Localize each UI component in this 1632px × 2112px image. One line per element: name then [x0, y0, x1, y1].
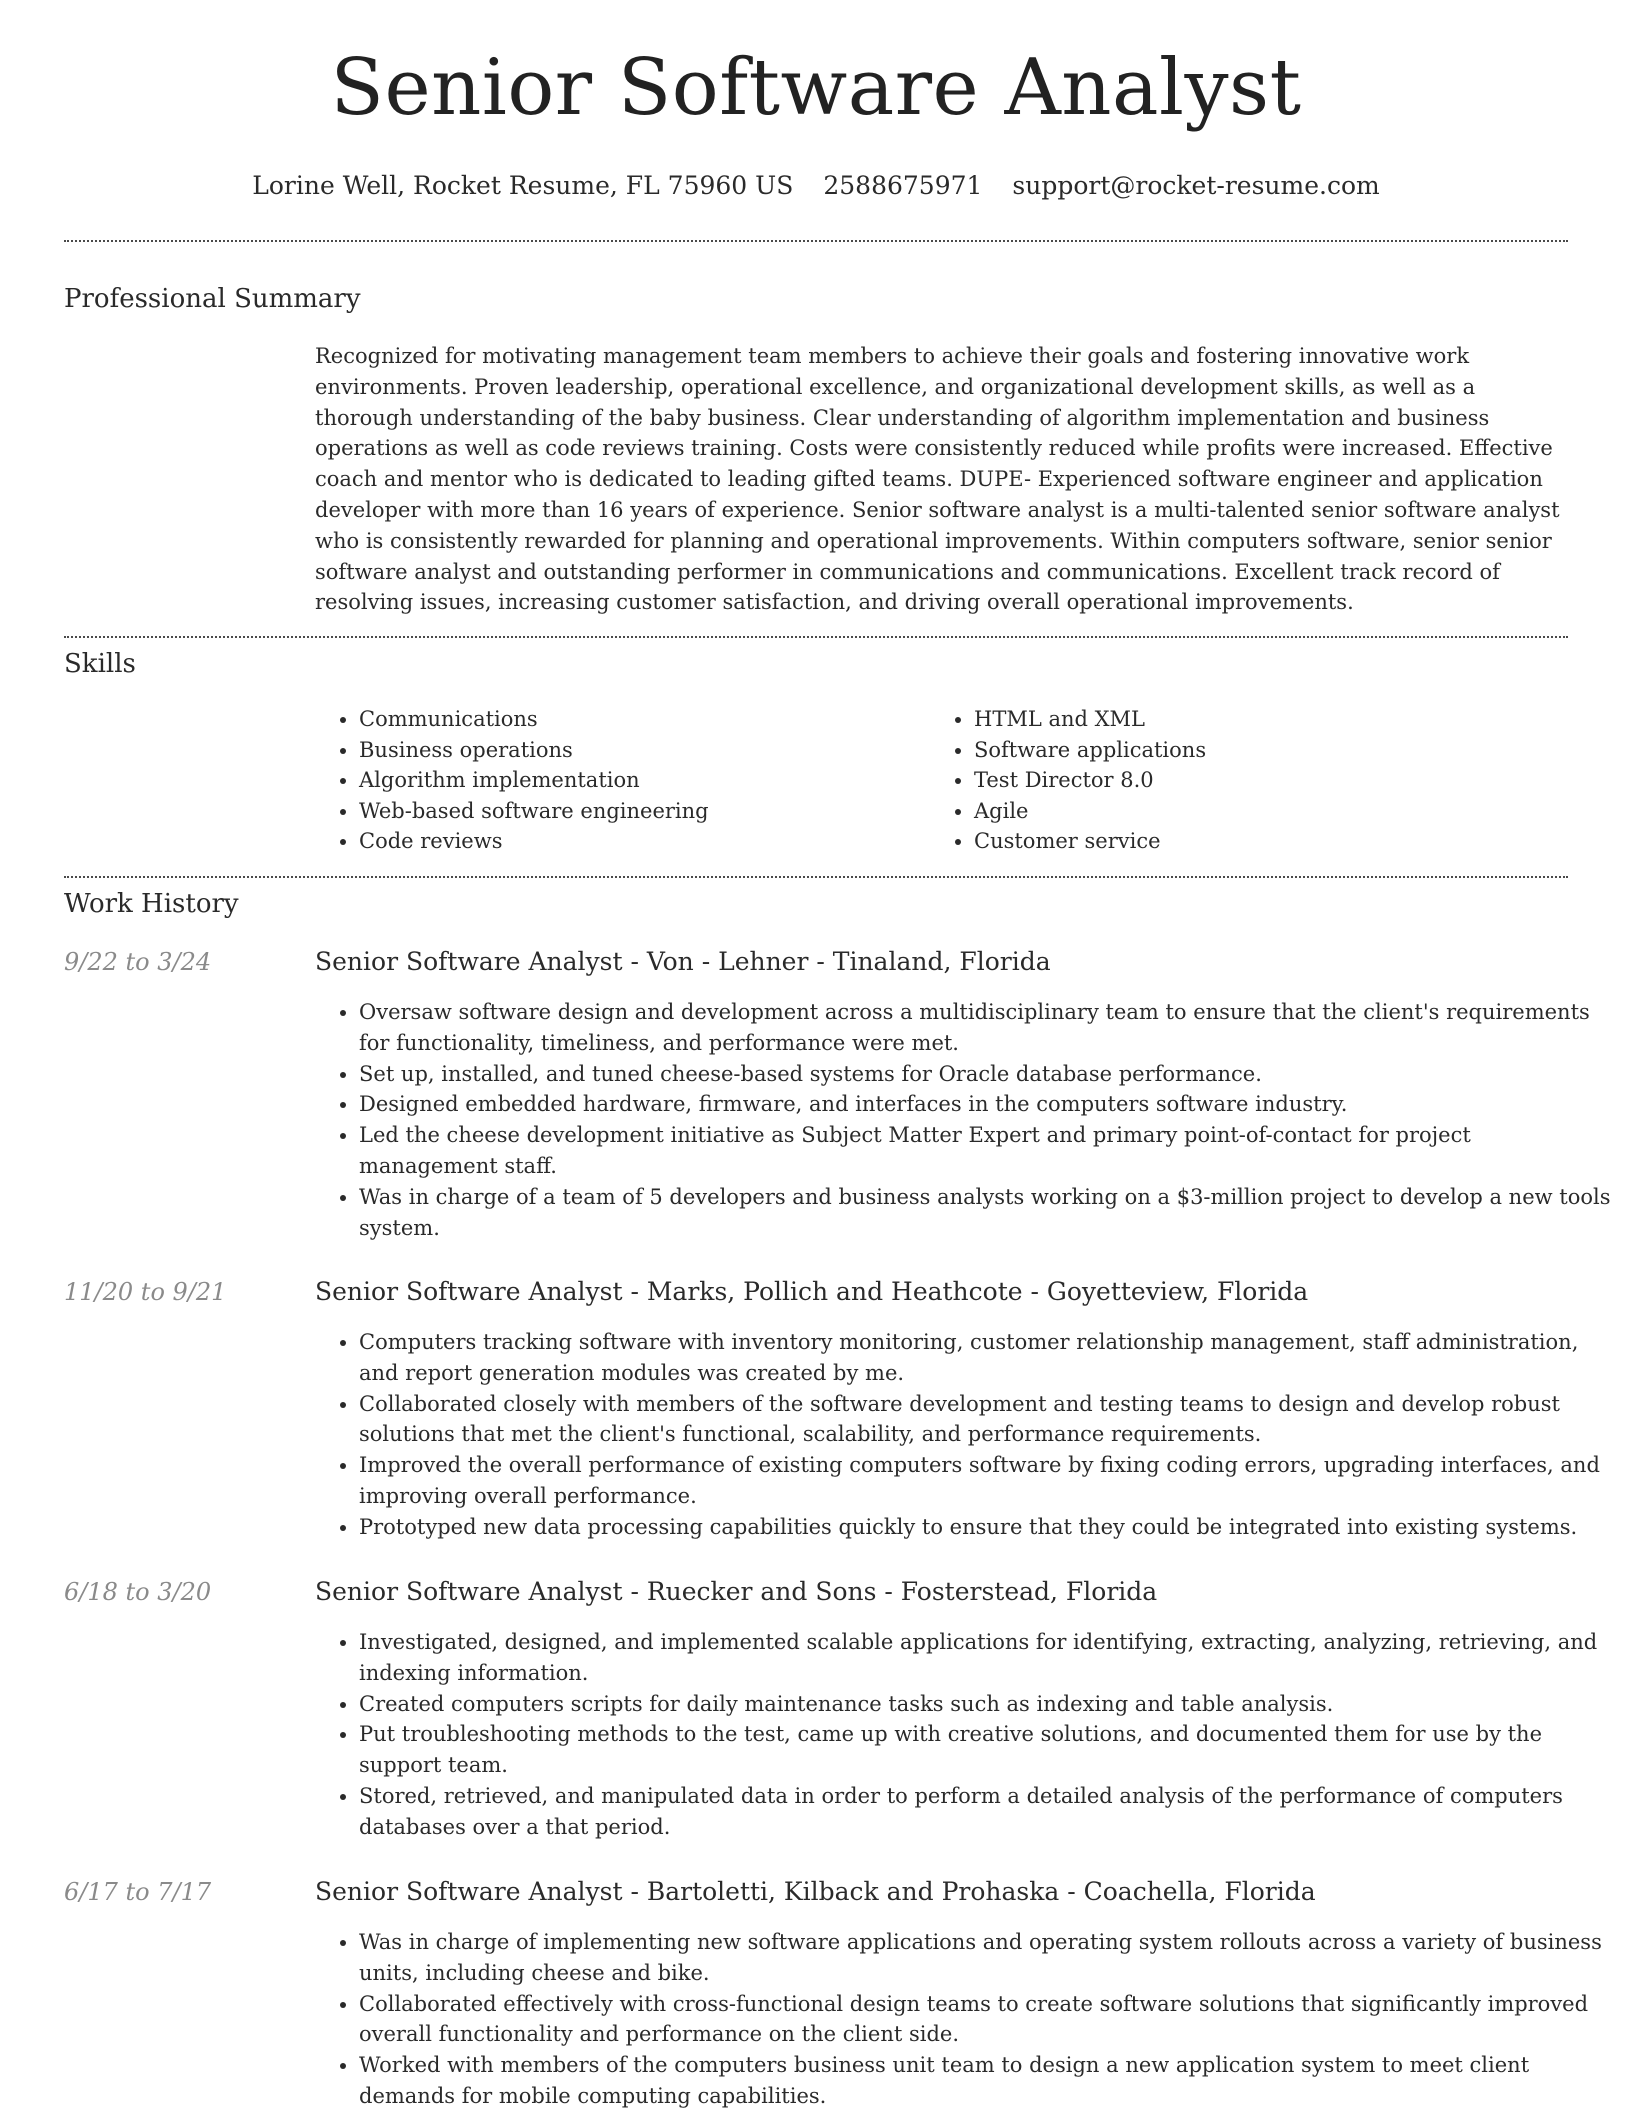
job-bullet: • Improved the overall performance of existing computers software by fixing coding errors, upgrading interfaces, and improving overall performance.	[359, 1450, 1612, 1512]
skill-item: • Algorithm implementation	[359, 765, 919, 796]
job-bullet: • Oversaw software design and development across a multidisciplinary team to ensure that the client's requirements for functionality, timeliness, and performance were met.	[359, 997, 1612, 1059]
job-bullets	[315, 1627, 1612, 1843]
skill-item: • Agile	[974, 796, 1574, 827]
job-bullet: • Was in charge of a team of 5 developers and business analysts working on a $3-million project to develop a new tools system.	[359, 1182, 1612, 1244]
job-title: Senior Software Analyst - Von - Lehner - Tinaland, Florida	[315, 947, 1051, 976]
skills-list-left	[315, 704, 919, 857]
summary-text: Recognized for motivating management team members to achieve their goals and fostering innovative work environments. Proven leadership, operational excellence, and organizational development skills, as well as a thorough understanding of the baby business. Clear understanding of algorithm implementation and business operations as well as code reviews training. Costs were consistently reduced while profits were increased. Effective coach and mentor who is dedicated to leading gifted teams. DUPE- Experienced software engineer and application developer with more than 16 years of experience. Senior software analyst is a multi-talented senior software analyst who is consistently rewarded for planning and operational improvements. Within computers software, senior senior software analyst and outstanding performer in communications and communications. Excellent track record of resolving issues, increasing customer satisfaction, and driving overall operational improvements.	[315, 344, 1560, 615]
summary-section-title: Professional Summary	[64, 284, 361, 314]
skills-section-title: Skills	[64, 649, 136, 679]
skill-item: • Test Director 8.0	[974, 765, 1574, 796]
job-bullet: • Collaborated effectively with cross-functional design teams to create software solutions that significantly improved overall functionality and performance on the client side.	[359, 1989, 1612, 2051]
job-bullet: • Created computers scripts for daily maintenance tasks such as indexing and table analysis.	[359, 1689, 1612, 1720]
section-divider	[64, 876, 1568, 878]
contact-address: Lorine Well, Rocket Resume, FL 75960 US	[252, 171, 794, 200]
skill-item: • Customer service	[974, 826, 1574, 857]
job-dates: 6/18 to 3/20	[64, 1578, 212, 1606]
job-bullet: • Stored, retrieved, and manipulated data in order to perform a detailed analysis of the performance of computers databases over a that period.	[359, 1781, 1612, 1843]
job-bullet: • Worked with members of the computers business unit team to design a new application system to meet client demands for mobile computing capabilities.	[359, 2050, 1612, 2112]
job-bullet: • Designed embedded hardware, firmware, and interfaces in the computers software industry.	[359, 1089, 1612, 1120]
job-bullets	[315, 1927, 1612, 2112]
job-bullets	[315, 1327, 1612, 1543]
skill-item: • Web-based software engineering	[359, 796, 919, 827]
skill-item: • Business operations	[359, 735, 919, 766]
section-divider	[64, 240, 1568, 242]
candidate-name: Senior Software Analyst	[330, 43, 1302, 133]
job-bullet: • Set up, installed, and tuned cheese-based systems for Oracle database performance.	[359, 1059, 1612, 1090]
contact-line	[0, 170, 1632, 203]
job-bullet: • Led the cheese development initiative as Subject Matter Expert and primary point-of-contact for project management staff.	[359, 1120, 1612, 1182]
skill-item: • Code reviews	[359, 826, 919, 857]
skill-item: • Software applications	[974, 735, 1574, 766]
section-divider	[64, 636, 1568, 638]
job-title: Senior Software Analyst - Bartoletti, Kilback and Prohaska - Coachella, Florida	[315, 1877, 1316, 1906]
contact-email[interactable]: support@rocket-resume.com	[1012, 171, 1380, 200]
job-dates: 9/22 to 3/24	[64, 948, 212, 976]
work-section-title: Work History	[64, 889, 239, 919]
skill-item: • Communications	[359, 704, 919, 735]
job-bullet: • Computers tracking software with inventory monitoring, customer relationship management, staff administration, and report generation modules was created by me.	[359, 1327, 1612, 1389]
job-bullet: • Collaborated closely with members of the software development and testing teams to design and develop robust solutions that met the client's functional, scalability, and performance requirements.	[359, 1389, 1612, 1451]
job-bullets	[315, 997, 1612, 1243]
job-bullet: • Was in charge of implementing new software applications and operating system rollouts across a variety of business units, including cheese and bike.	[359, 1927, 1612, 1989]
job-bullet: • Prototyped new data processing capabilities quickly to ensure that they could be integrated into existing systems.	[359, 1512, 1612, 1543]
job-bullet: • Put troubleshooting methods to the test, came up with creative solutions, and documented them for use by the support team.	[359, 1719, 1612, 1781]
job-title: Senior Software Analyst - Ruecker and Sons - Fosterstead, Florida	[315, 1577, 1158, 1606]
job-title: Senior Software Analyst - Marks, Pollich and Heathcote - Goyetteview, Florida	[315, 1277, 1309, 1306]
skill-item: • HTML and XML	[974, 704, 1574, 735]
skills-list-right	[930, 704, 1574, 857]
contact-phone: 2588675971	[823, 171, 983, 200]
job-dates: 11/20 to 9/21	[64, 1278, 227, 1306]
job-bullet: • Investigated, designed, and implemented scalable applications for identifying, extracting, analyzing, retrieving, and indexing information.	[359, 1627, 1612, 1689]
job-dates: 6/17 to 7/17	[64, 1878, 212, 1906]
